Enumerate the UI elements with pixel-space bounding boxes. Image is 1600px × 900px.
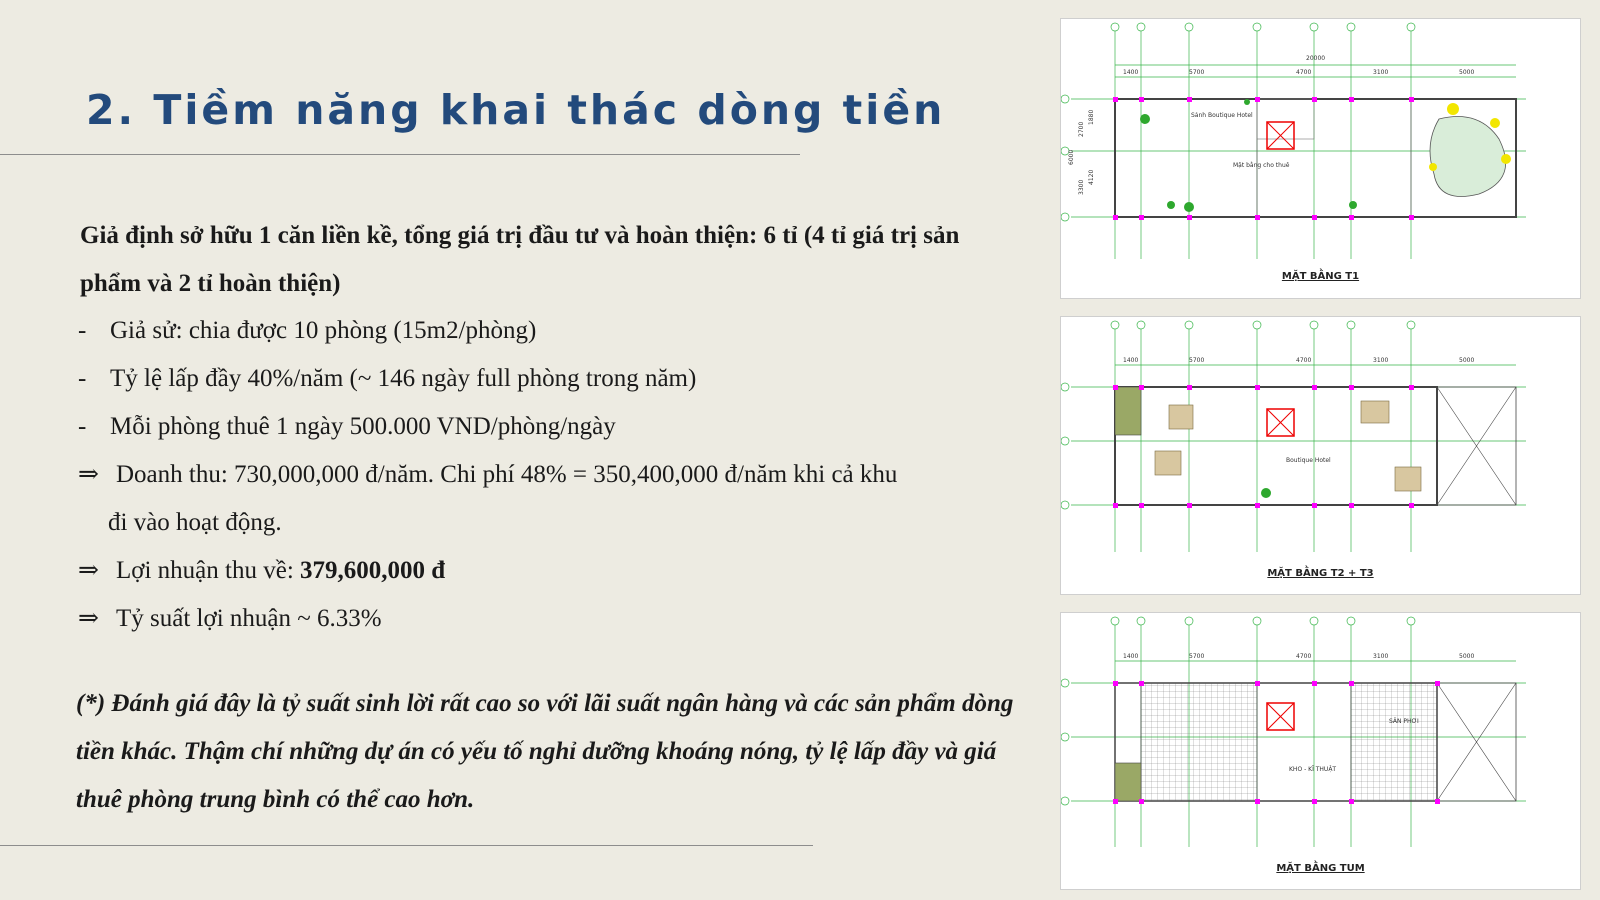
dash-marker: - xyxy=(78,317,87,344)
room-label: Mặt bằng cho thuê xyxy=(1233,162,1290,169)
dimension-label: 5000 xyxy=(1459,357,1475,364)
dimension-label: 5700 xyxy=(1189,69,1205,76)
list-item xyxy=(78,595,1038,643)
plan-caption: MẶT BẰNG T2 + T3 xyxy=(1267,568,1374,579)
floor-plan-roof-drawing xyxy=(1061,613,1580,889)
dimension-label: 1400 xyxy=(1123,653,1139,660)
dimension-label: 5000 xyxy=(1459,653,1475,660)
dimension-label: 2700 xyxy=(1078,121,1085,137)
revenue-text: Doanh thu: 730,000,000 đ/năm. Chi phí 48% = 350,400,000 đ/năm khi cả khu xyxy=(116,461,898,488)
occupancy-assumption: Tỷ lệ lấp đầy 40%/năm (~ 146 ngày full phòng trong năm) xyxy=(110,365,697,392)
room-label: SÂN PHƠI xyxy=(1389,718,1419,725)
implies-arrow-icon: ⇒ xyxy=(78,557,99,584)
implies-arrow-icon: ⇒ xyxy=(78,605,99,632)
room-label: Boutique Hotel xyxy=(1286,457,1331,464)
dimension-label: 4120 xyxy=(1088,169,1095,185)
bottom-divider xyxy=(0,845,813,846)
room-label: KHO - KĨ THUẬT xyxy=(1289,766,1337,773)
assumption-intro: Giả định sở hữu 1 căn liền kề, tổng giá trị đầu tư và hoàn thiện: 6 tỉ (4 tỉ giá trị sản phẩm và 2 tỉ hoàn thiện) xyxy=(80,222,960,297)
room-label: Sảnh Boutique Hotel xyxy=(1191,112,1253,119)
dimension-label: 4700 xyxy=(1296,69,1312,76)
dimension-label: 4700 xyxy=(1296,653,1312,660)
floor-plan-roof xyxy=(1060,612,1581,890)
list-item xyxy=(78,307,1038,355)
dimension-label: 1400 xyxy=(1123,357,1139,364)
dimension-label: 3100 xyxy=(1373,69,1389,76)
dimension-label: 3100 xyxy=(1373,357,1389,364)
dimension-label: 3300 xyxy=(1078,179,1085,195)
profit-label: Lợi nhuận thu về: xyxy=(116,557,301,584)
implies-arrow-icon: ⇒ xyxy=(78,461,99,488)
plan-caption: MẶT BẰNG TUM xyxy=(1276,863,1365,874)
list-item xyxy=(78,403,1038,451)
floor-plan-upper xyxy=(1060,316,1581,595)
list-item xyxy=(78,355,1038,403)
floor-plan-upper-drawing xyxy=(1061,317,1580,594)
dimension-label: 1400 xyxy=(1123,69,1139,76)
plan-caption: MẶT BẰNG T1 xyxy=(1281,271,1360,282)
dash-marker: - xyxy=(78,365,87,392)
dimension-label: 6000 xyxy=(1068,149,1075,165)
dimension-label: 3100 xyxy=(1373,653,1389,660)
revenue-text-continued: đi vào hoạt động. xyxy=(108,509,282,536)
dimension-label: 4700 xyxy=(1296,357,1312,364)
list-item xyxy=(78,451,1038,547)
yield-text: Tỷ suất lợi nhuận ~ 6.33% xyxy=(116,605,382,632)
slide-title: 2. Tiềm năng khai thác dòng tiền xyxy=(86,86,946,134)
profit-value: 379,600,000 đ xyxy=(300,557,446,584)
calculation-list xyxy=(78,307,1038,643)
dimension-label: 5000 xyxy=(1459,69,1475,76)
rooms-assumption: Giả sử: chia được 10 phòng (15m2/phòng) xyxy=(110,317,537,344)
list-item xyxy=(78,547,1038,595)
title-divider xyxy=(0,154,800,155)
total-dimension: 20000 xyxy=(1306,55,1326,62)
dimension-label: 5700 xyxy=(1189,653,1205,660)
floor-plan-ground xyxy=(1060,18,1581,299)
floor-plan-ground-drawing xyxy=(1061,19,1580,298)
price-assumption: Mỗi phòng thuê 1 ngày 500.000 VND/phòng/ngày xyxy=(110,413,616,440)
evaluation-note: (*) Đánh giá đây là tỷ suất sinh lời rất cao so với lãi suất ngân hàng và các sản phẩm dòng tiền khác. Thậm chí những dự án có yếu tố nghỉ dưỡng khoáng nóng, tỷ lệ lấp đầy và giá thuê phòng trung bình có thể cao hơn. xyxy=(76,690,1014,813)
dimension-label: 1880 xyxy=(1088,109,1095,125)
dash-marker: - xyxy=(78,413,87,440)
dimension-label: 5700 xyxy=(1189,357,1205,364)
